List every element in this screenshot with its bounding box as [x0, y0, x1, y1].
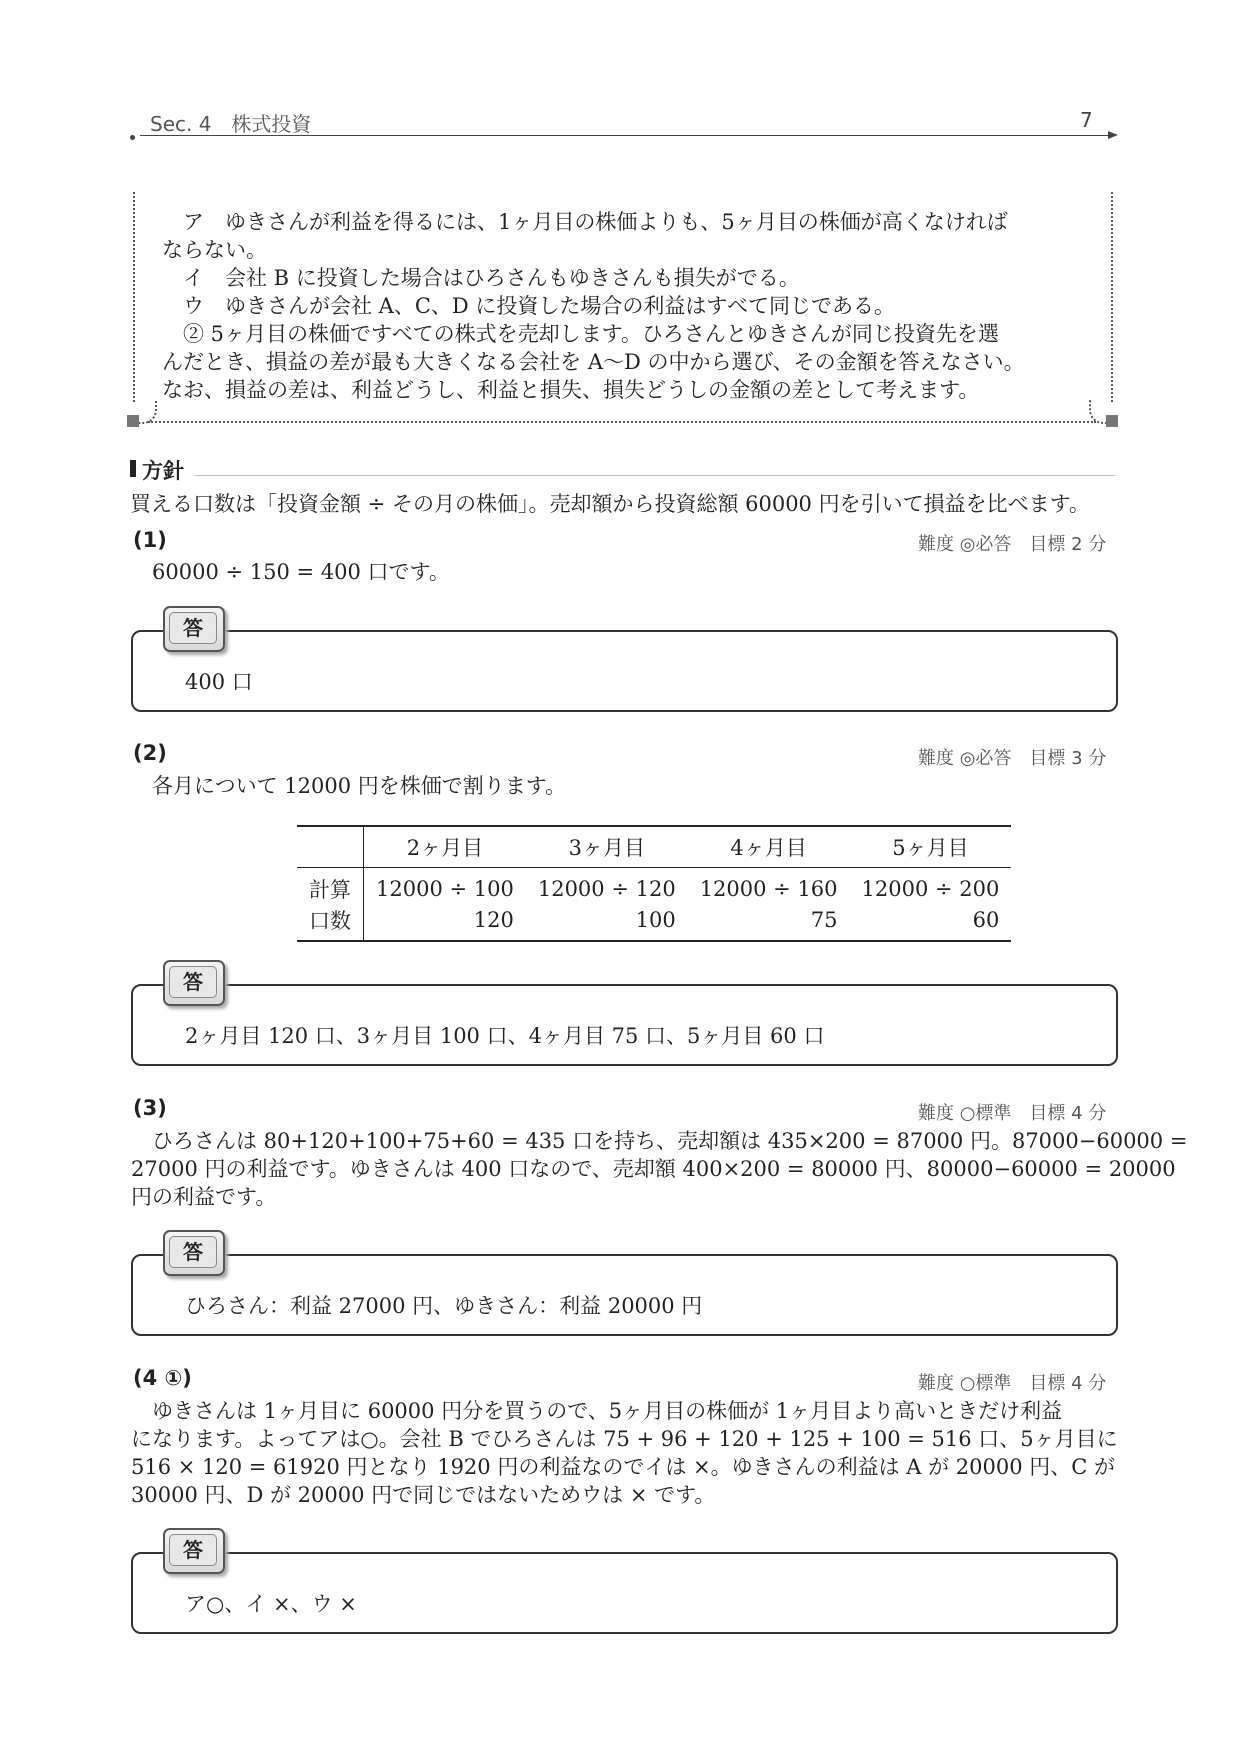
- problem-box-left-border: [133, 192, 135, 402]
- q2-text: 各月について 12000 円を株価で割ります。: [152, 774, 567, 798]
- q4-line: になります。よってアは○。会社 B でひろさんは 75 + 96 + 120 + 125 + 100 = 516 口、5ヶ月目に: [131, 1427, 1118, 1451]
- q2-meta: 難度 ◎必答 目標 3 分: [918, 748, 1107, 769]
- header-dot: [130, 135, 135, 140]
- q3-line: 27000 円の利益です。ゆきさんは 400 口なので、売却額 400×200 = 80000 円、80000−60000 = 20000: [131, 1157, 1176, 1181]
- problem-box-corner-square-left: [127, 415, 139, 427]
- answer-tag-label: 答: [169, 612, 217, 644]
- problem-line: ウ ゆきさんが会社 A、C、D に投資した場合の利益はすべて同じである。: [162, 294, 895, 318]
- header-arrow: [1108, 131, 1118, 139]
- table-row-label: 口数: [297, 904, 364, 941]
- problem-line: ② 5ヶ月目の株価ですべての株式を売却します。ひろさんとゆきさんが同じ投資先を選: [162, 322, 999, 346]
- table-cell: 12000 ÷ 160: [699, 877, 838, 901]
- q1-label: (1): [133, 528, 167, 552]
- q3-answer-tag: [163, 1230, 225, 1276]
- table-cell: 120: [473, 908, 514, 932]
- problem-box-bottom-border: [148, 421, 1096, 423]
- q4-label: (4 ①): [133, 1366, 192, 1390]
- answer-tag-label: 答: [169, 1534, 217, 1566]
- q2-answer: 2ヶ月目 120 口、3ヶ月目 100 口、4ヶ月目 75 口、5ヶ月目 60 口: [185, 1024, 825, 1048]
- problem-line: ならない。: [162, 238, 267, 262]
- answer-tag-label: 答: [169, 1236, 217, 1268]
- q4-answer-box: [131, 1552, 1118, 1634]
- q3-label: (3): [133, 1096, 167, 1120]
- q3-answer: ひろさん：利益 27000 円、ゆきさん：利益 20000 円: [185, 1294, 703, 1318]
- q1-answer-box: [131, 630, 1118, 712]
- q1-answer-tag: [163, 606, 225, 652]
- policy-rule: [195, 475, 1115, 476]
- q2-answer-box: [131, 984, 1118, 1066]
- table-header-month: 2ヶ月目: [406, 836, 484, 860]
- table-header-month: 5ヶ月目: [892, 836, 969, 860]
- q1-meta: 難度 ◎必答 目標 2 分: [918, 534, 1107, 555]
- q2-table: [297, 825, 1011, 942]
- q2-table-wrapper: [297, 825, 1011, 942]
- table-cell: 60: [972, 908, 1000, 932]
- table-header-corner: [297, 826, 364, 868]
- section-title: Sec. 4 株式投資: [150, 112, 312, 136]
- q4-text: [131, 1397, 1116, 1509]
- table-cell: 75: [810, 908, 838, 932]
- policy-title: 方針: [142, 459, 184, 483]
- problem-box-right-border: [1111, 192, 1113, 402]
- page-number: 7: [1080, 108, 1093, 132]
- q1-text: 60000 ÷ 150 = 400 口です。: [152, 560, 450, 584]
- problem-line: ア ゆきさんが利益を得るには、1ヶ月目の株価よりも、5ヶ月目の株価が高くなければ: [162, 210, 1008, 234]
- q3-line: 円の利益です。: [131, 1185, 277, 1209]
- q2-label: (2): [133, 741, 167, 765]
- table-header-month: 3ヶ月目: [568, 836, 645, 860]
- table-cell: 12000 ÷ 120: [537, 877, 676, 901]
- q1-answer: 400 口: [185, 670, 253, 694]
- table-cell: 12000 ÷ 100: [376, 877, 514, 901]
- policy-bar-icon: [130, 460, 136, 477]
- table-row-calc: [297, 868, 1011, 905]
- problem-text: [162, 208, 1092, 404]
- policy-text: 買える口数は「投資金額 ÷ その月の株価」。売却額から投資総額 60000 円を引いて損益を比べます。: [130, 492, 1090, 516]
- table-row-label: 計算: [297, 868, 364, 905]
- q4-answer-tag: [163, 1528, 225, 1574]
- table-header-row: [297, 826, 1011, 868]
- problem-line: なお、損益の差は、利益どうし、利益と損失、損失どうしの金額の差として考えます。: [162, 378, 980, 402]
- problem-line: イ 会社 B に投資した場合はひろさんもゆきさんも損失がでる。: [162, 266, 800, 290]
- problem-box-corner-square-right: [1106, 415, 1118, 427]
- q4-line: 516 × 120 = 61920 円となり 1920 円の利益なのでイは ×。ゆきさんの利益は A が 20000 円、C が: [131, 1455, 1116, 1479]
- table-header-month: 4ヶ月目: [730, 836, 807, 860]
- table-cell: 100: [635, 908, 676, 932]
- q4-line: 30000 円、D が 20000 円で同じではないためウは × です。: [131, 1483, 716, 1507]
- q3-line: ひろさんは 80+120+100+75+60 = 435 口を持ち、売却額は 435×200 = 87000 円。87000−60000 =: [131, 1129, 1188, 1153]
- q3-meta: 難度 ○標準 目標 4 分: [918, 1103, 1107, 1124]
- table-row-count: [297, 904, 1011, 941]
- table-cell: 12000 ÷ 200: [861, 877, 1000, 901]
- q4-line: ゆきさんは 1ヶ月目に 60000 円分を買うので、5ヶ月目の株価が 1ヶ月目より高いときだけ利益: [131, 1399, 1063, 1423]
- q3-text: [131, 1127, 1188, 1211]
- q4-meta: 難度 ○標準 目標 4 分: [918, 1373, 1107, 1394]
- q3-answer-box: [131, 1254, 1118, 1336]
- answer-tag-label: 答: [169, 966, 217, 998]
- problem-line: んだとき、損益の差が最も大きくなる会社を A〜D の中から選び、その金額を答えなさい。: [162, 350, 1025, 374]
- q4-answer: ア○、イ ×、ウ ×: [185, 1592, 357, 1616]
- q2-answer-tag: [163, 960, 225, 1006]
